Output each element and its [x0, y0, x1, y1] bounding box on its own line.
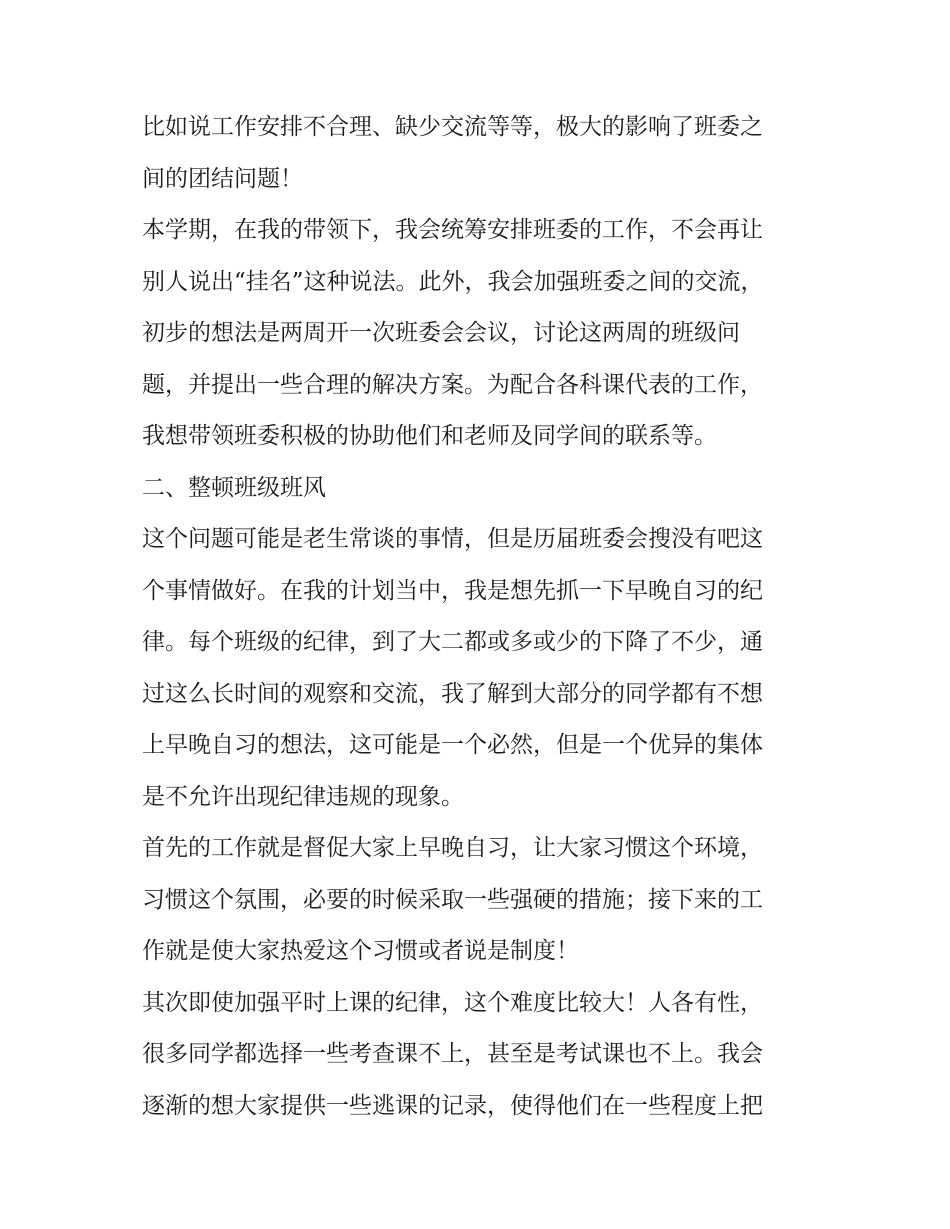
text-line: 初步的想法是两周开一次班委会会议，讨论这两周的班级问	[142, 320, 740, 346]
text-line: 比如说工作安排不合理、缺少交流等等，极大的影响了班委之	[142, 114, 763, 140]
section-heading: 二、整顿班级班风	[142, 474, 326, 501]
text-line: 上早晚自习的想法，这可能是一个必然，但是一个优异的集体	[142, 732, 763, 758]
text-line: 逐渐的想大家提供一些逃课的记录，使得他们在一些程度上把	[142, 1092, 763, 1119]
text-line: 律。每个班级的纪律，到了大二都或多或少的下降了不少，通	[142, 629, 763, 655]
text-line: 别人说出“挂名”这种说法。此外，我会加强班委之间的交流，	[142, 268, 764, 295]
text-line: 很多同学都选择一些考查课不上，甚至是考试课也不上。我会	[142, 1041, 763, 1067]
document-body	[142, 102, 822, 1132]
text-line: 是不允许出现纪律违规的现象。	[142, 783, 464, 810]
text-line: 间的团结问题！	[142, 165, 303, 192]
text-line: 过这么长时间的观察和交流，我了解到大部分的同学都有不想	[142, 680, 763, 707]
text-line: 其次即使加强平时上课的纪律，这个难度比较大！人各有性，	[142, 989, 763, 1016]
text-line: 首先的工作就是督促大家上早晚自习，让大家习惯这个环境，	[142, 835, 763, 861]
text-line: 我想带领班委积极的协助他们和老师及同学间的联系等。	[142, 423, 717, 449]
text-line: 作就是使大家热爱这个习惯或者说是制度！	[142, 938, 579, 964]
text-line: 这个问题可能是老生常谈的事情，但是历届班委会搜没有吧这	[142, 526, 763, 552]
text-line: 习惯这个氛围，必要的时候采取一些强硬的措施；接下来的工	[142, 886, 763, 913]
text-line: 题，并提出一些合理的解决方案。为配合各科课代表的工作，	[142, 371, 763, 398]
text-line: 本学期，在我的带领下，我会统筹安排班委的工作，不会再让	[142, 217, 763, 243]
text-line: 个事情做好。在我的计划当中，我是想先抓一下早晚自习的纪	[142, 577, 763, 604]
